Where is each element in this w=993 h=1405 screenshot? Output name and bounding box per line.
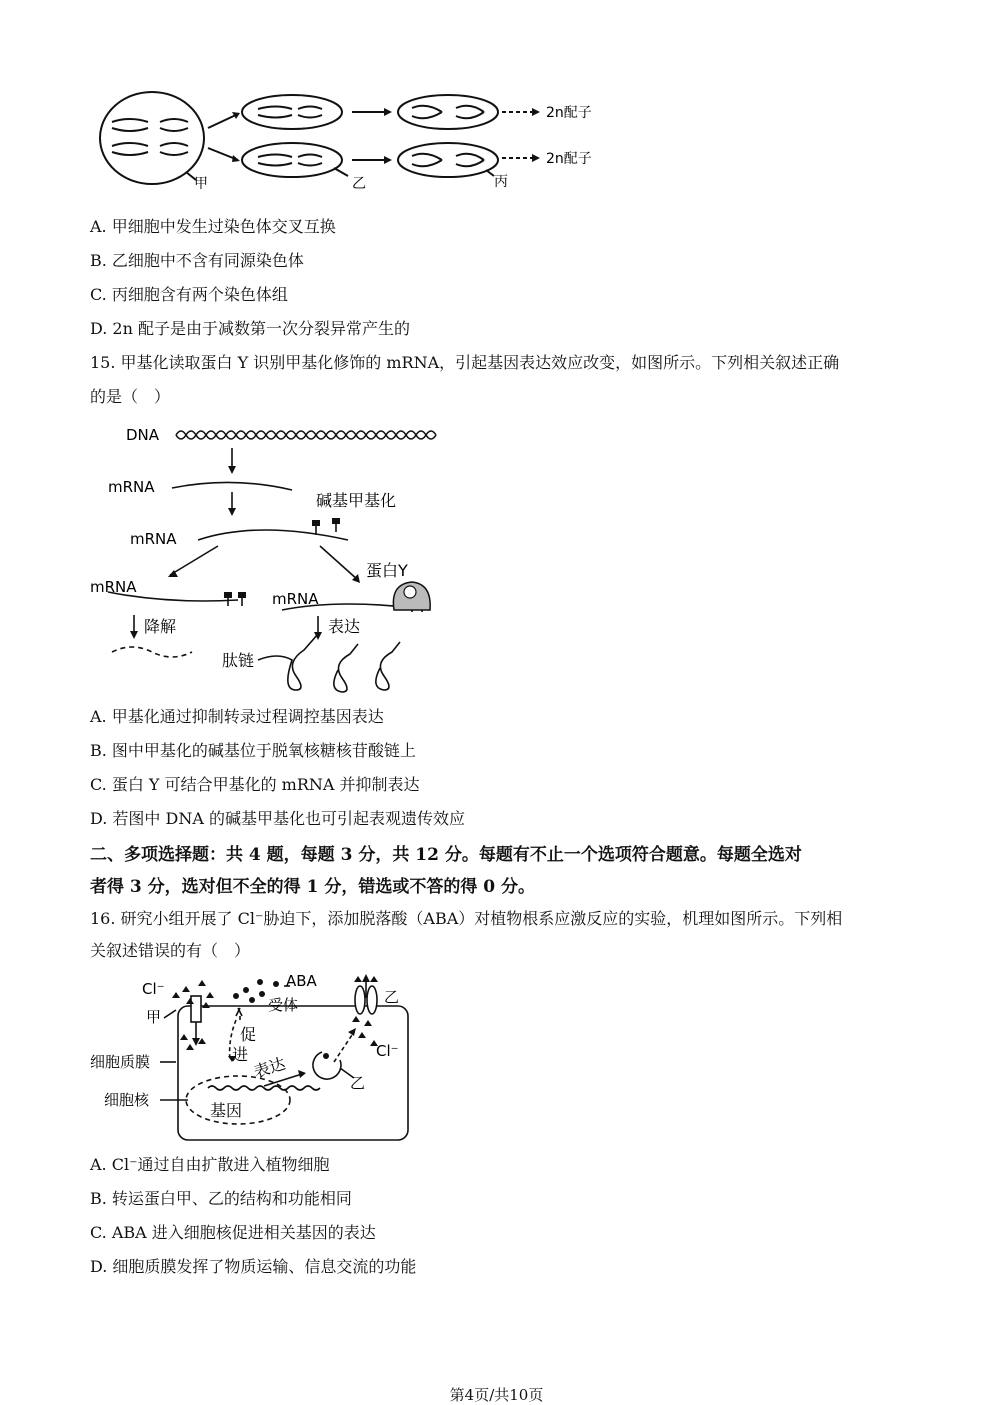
page-footer: 第4页/共10页 — [449, 1386, 544, 1404]
q15-stem-line2: 的是（ ） — [90, 387, 171, 406]
section2-heading-line2: 者得 3 分，选对但不全的得 1 分，错选或不答的得 0 分。 — [90, 877, 535, 897]
label-receptor: 受体 — [268, 996, 299, 1014]
q16-stem-line1: 16. 研究小组开展了 Cl⁻胁迫下，添加脱落酸（ABA）对植物根系应激反应的实验，机理如图所示。下列相 — [90, 909, 843, 928]
label-peptide: 肽链 — [222, 651, 255, 670]
label-methylation: 碱基甲基化 — [316, 491, 397, 510]
section2-heading-line1: 二、多项选择题：共 4 题，每题 3 分，共 12 分。每题有不止一个选项符合题意。每题全选对 — [90, 845, 802, 865]
label-express: 表达 — [251, 1053, 288, 1082]
q14-option-c: C. 丙细胞含有两个染色体组 — [90, 285, 288, 304]
label-cl-inside: Cl⁻ — [376, 1042, 399, 1060]
label-cl-outside: Cl⁻ — [142, 980, 165, 998]
label-degrade: 降解 — [144, 617, 177, 636]
label-mrna-3: mRNA — [90, 578, 137, 596]
label-membrane: 细胞质膜 — [90, 1053, 151, 1071]
label-promote-2: 进 — [232, 1045, 249, 1064]
q15-stem-line1: 15. 甲基化读取蛋白 Y 识别甲基化修饰的 mRNA，引起基因表达效应改变，如图所示。下列相关叙述正确 — [90, 353, 840, 372]
label-nucleus: 细胞核 — [104, 1091, 150, 1109]
q16-option-c: C. ABA 进入细胞核促进相关基因的表达 — [90, 1223, 376, 1242]
label-jia: 甲 — [194, 176, 208, 192]
q16-stem-line2: 关叙述错误的有（ ） — [90, 941, 251, 960]
gamete-label-1: 2n配子 — [546, 105, 592, 121]
label-protein-y: 蛋白Y — [366, 561, 408, 580]
label-yi: 乙 — [352, 176, 366, 192]
q15-option-d: D. 若图中 DNA 的碱基甲基化也可引起表观遗传效应 — [90, 809, 465, 828]
gamete-label-2: 2n配子 — [546, 151, 592, 167]
q14-option-b: B. 乙细胞中不含有同源染色体 — [90, 251, 304, 270]
label-promote-1: 促 — [240, 1025, 257, 1044]
label-bing: 丙 — [494, 174, 508, 190]
aba-figure — [90, 970, 420, 1148]
label-aba: ABA — [286, 972, 317, 990]
q16-option-a: A. Cl⁻通过自由扩散进入植物细胞 — [90, 1155, 330, 1174]
methylation-figure — [90, 420, 450, 700]
q14-option-a: A. 甲细胞中发生过染色体交叉互换 — [90, 217, 336, 236]
q16-option-b: B. 转运蛋白甲、乙的结构和功能相同 — [90, 1189, 352, 1208]
label-dna: DNA — [126, 426, 160, 444]
q15-option-b: B. 图中甲基化的碱基位于脱氧核糖核苷酸链上 — [90, 741, 416, 760]
label-mrna-4: mRNA — [272, 590, 319, 608]
label-jia-transporter: 甲 — [146, 1008, 162, 1026]
label-mrna-2: mRNA — [130, 530, 177, 548]
label-mrna-1: mRNA — [108, 478, 155, 496]
cell-division-figure — [90, 90, 620, 200]
label-express: 表达 — [328, 617, 361, 636]
q14-option-d: D. 2n 配子是由于减数第一次分裂异常产生的 — [90, 319, 411, 338]
label-yi-protein: 乙 — [350, 1074, 366, 1092]
q16-option-d: D. 细胞质膜发挥了物质运输、信息交流的功能 — [90, 1257, 417, 1276]
q15-option-a: A. 甲基化通过抑制转录过程调控基因表达 — [90, 707, 384, 726]
q15-option-c: C. 蛋白 Y 可结合甲基化的 mRNA 并抑制表达 — [90, 775, 420, 794]
label-gene: 基因 — [210, 1101, 243, 1120]
label-yi-transporter: 乙 — [384, 988, 400, 1006]
